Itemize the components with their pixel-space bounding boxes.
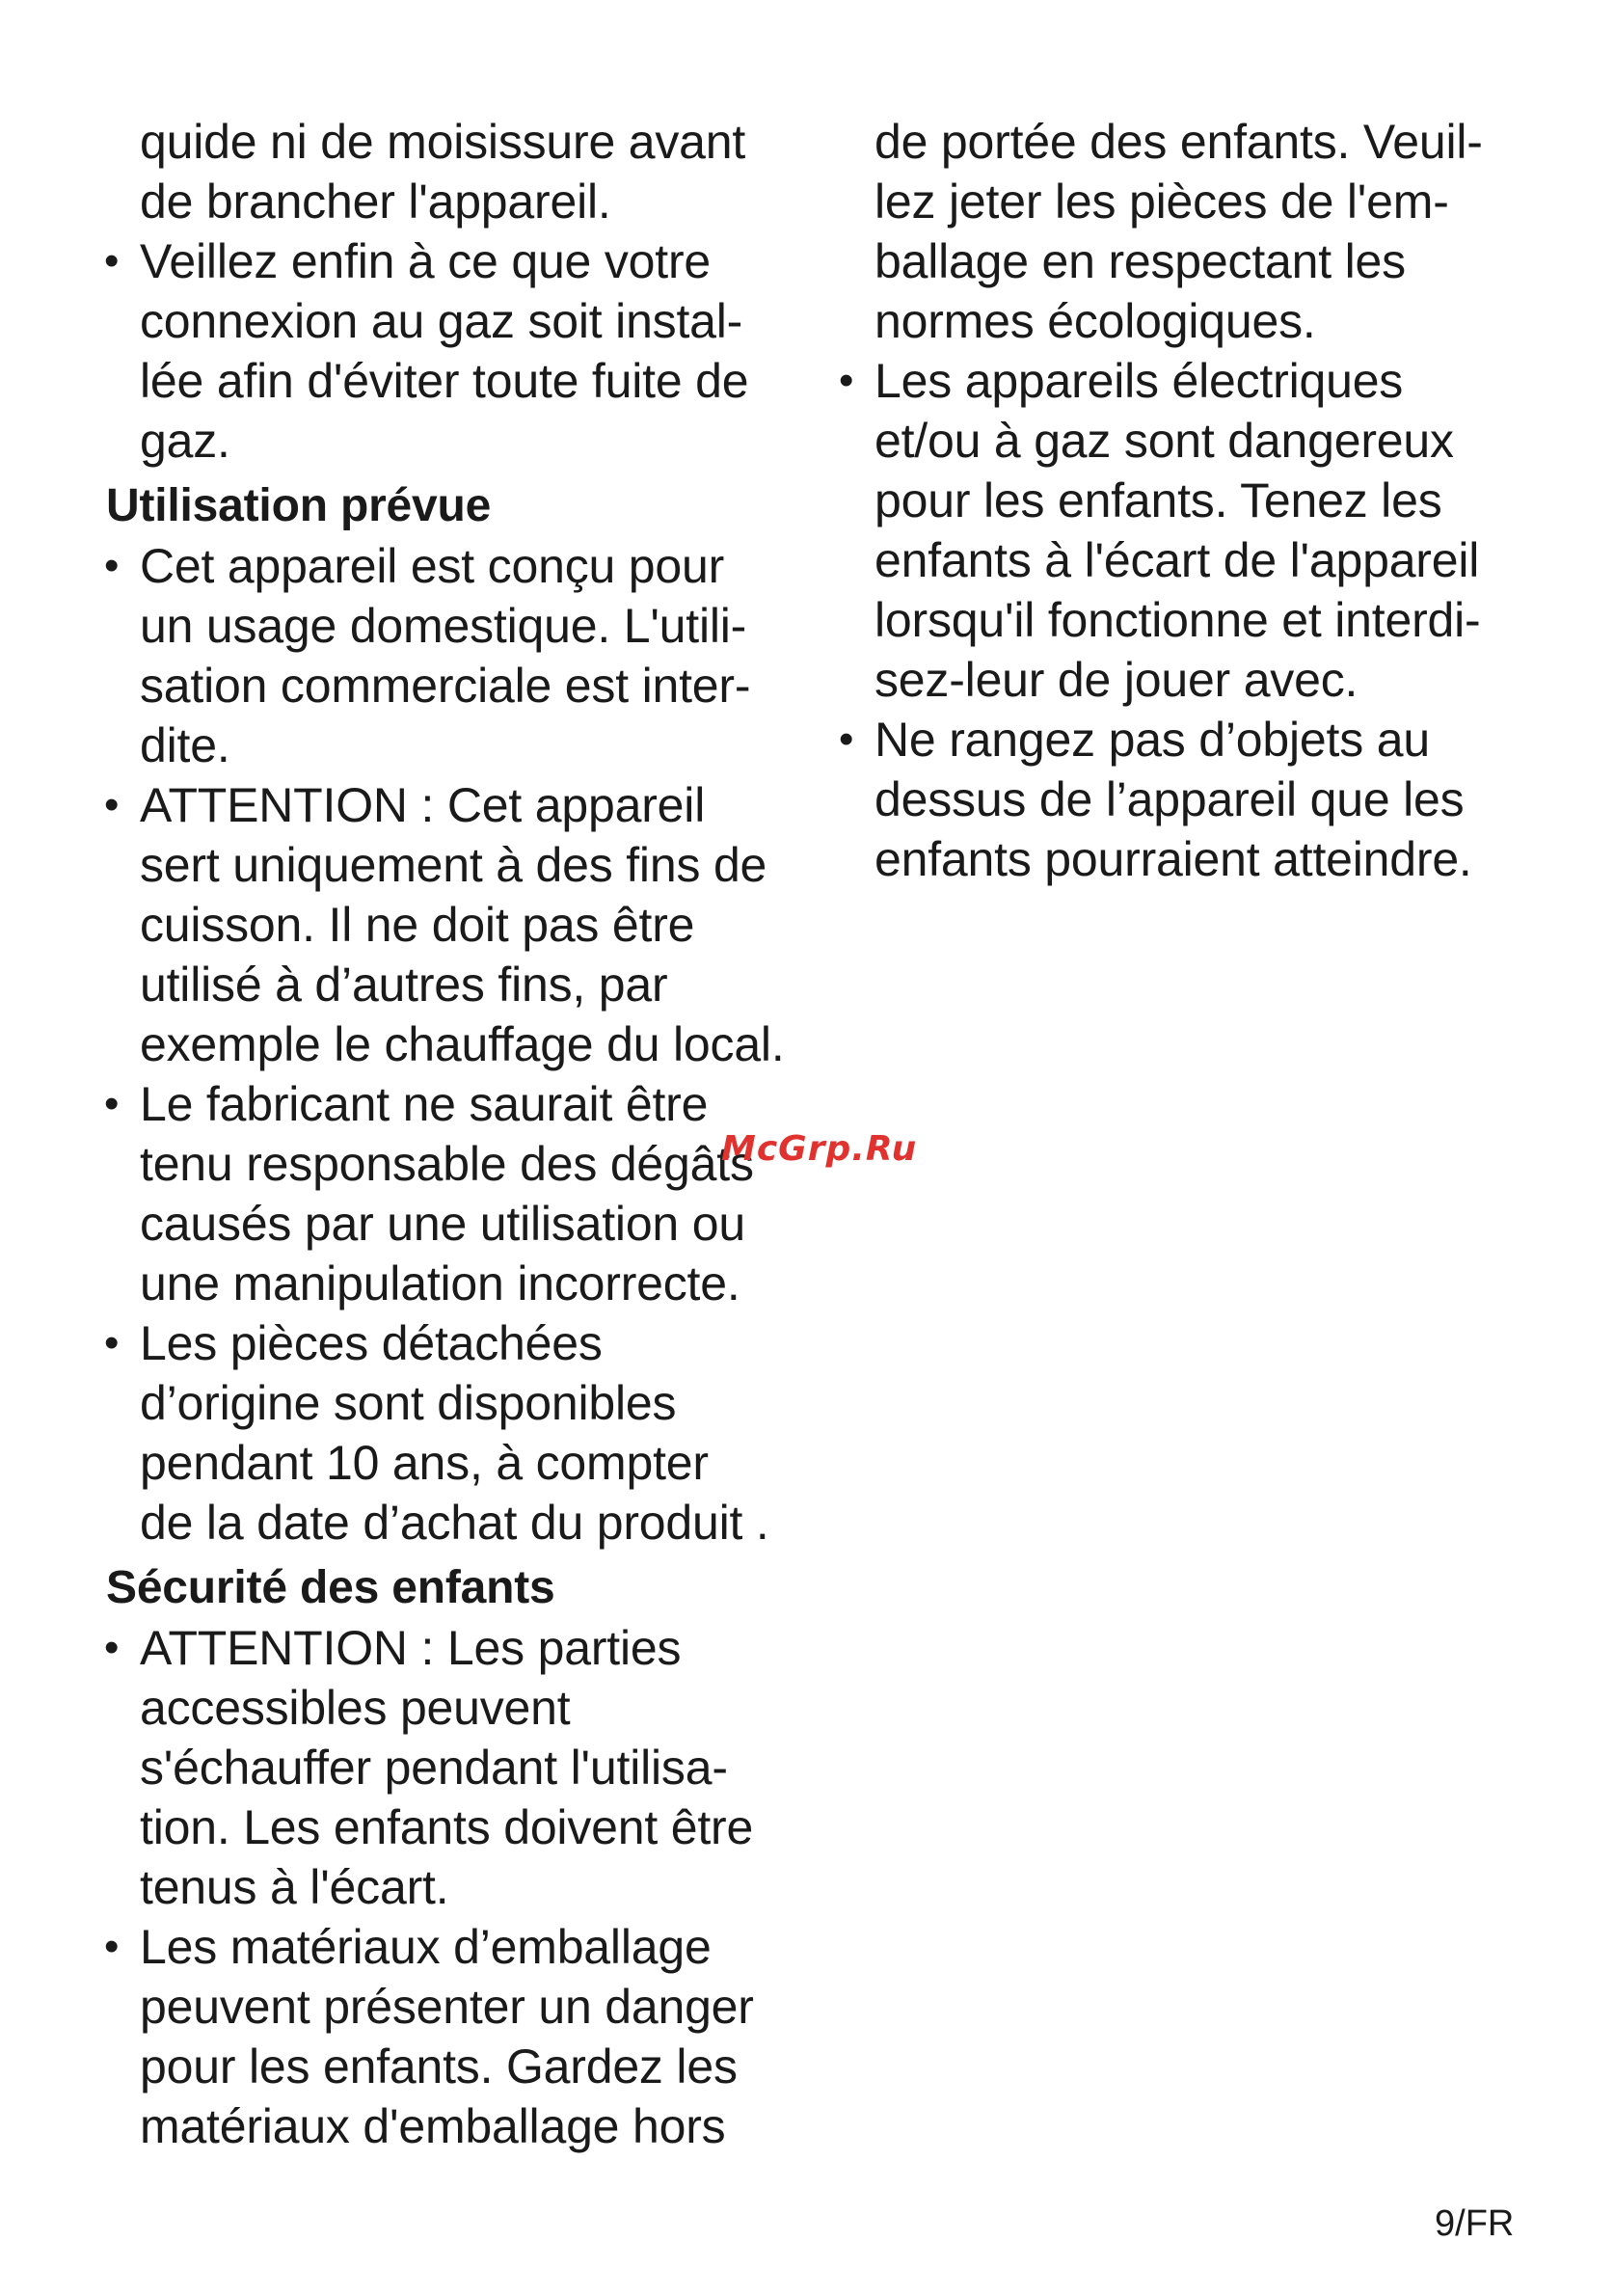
paragraph-line: normes écologiques. bbox=[874, 294, 1316, 348]
paragraph-line: lez jeter les pièces de l'em- bbox=[874, 175, 1449, 229]
list-item-line: enfants à l'écart de l'appareil bbox=[874, 533, 1480, 587]
attention-label: ATTENTION : bbox=[140, 778, 435, 832]
list-item-line: une manipulation incorrecte. bbox=[140, 1256, 740, 1310]
list-item-line bbox=[140, 1618, 681, 1678]
list-item-line: dessus de l’appareil que les bbox=[874, 772, 1465, 826]
list-item-line: sation commerciale est inter- bbox=[140, 659, 751, 713]
list-item-line: gaz. bbox=[140, 414, 230, 468]
list-item-line: cuisson. Il ne doit pas être bbox=[140, 898, 695, 952]
paragraph-line: de portée des enfants. Veuil- bbox=[874, 115, 1483, 169]
list-item-line: sez-leur de jouer avec. bbox=[874, 653, 1358, 707]
list-item-line: causés par une utilisation ou bbox=[140, 1197, 745, 1251]
paragraph-line: de brancher l'appareil. bbox=[140, 175, 611, 229]
bullet-icon: • bbox=[839, 716, 854, 763]
list-item-line: s'échauffer pendant l'utilisa- bbox=[140, 1741, 728, 1795]
attention-label: ATTENTION : bbox=[140, 1621, 435, 1675]
list-item-line: tion. Les enfants doivent être bbox=[140, 1800, 754, 1854]
list-item-line: utilisé à d’autres fins, par bbox=[140, 958, 668, 1012]
bullet-icon: • bbox=[104, 1080, 120, 1127]
list-item-line: matériaux d'emballage hors bbox=[140, 2099, 726, 2153]
section-title-child-safety: Sécurité des enfants bbox=[106, 1562, 555, 1613]
list-item-line: dite. bbox=[140, 718, 230, 772]
list-item-line: lorsqu'il fonctionne et interdi- bbox=[874, 593, 1481, 647]
list-item-line: pour les enfants. Gardez les bbox=[140, 2039, 738, 2093]
list-item-line: Veillez enfin à ce que votre bbox=[140, 234, 712, 288]
bullet-icon: • bbox=[104, 1923, 120, 1970]
list-item-text: Cet appareil bbox=[434, 778, 706, 832]
bullet-icon: • bbox=[104, 237, 120, 284]
list-item-line: accessibles peuvent bbox=[140, 1681, 571, 1735]
paragraph-line: ballage en respectant les bbox=[874, 234, 1406, 288]
bullet-icon: • bbox=[104, 1624, 120, 1671]
watermark: McGrp.Ru bbox=[721, 1129, 918, 1169]
list-item-line bbox=[140, 775, 705, 835]
list-item-line: Ne rangez pas d’objets au bbox=[874, 713, 1430, 767]
page-number: 9/FR bbox=[1435, 2203, 1515, 2244]
list-item-line: Cet appareil est conçu pour bbox=[140, 539, 725, 593]
list-item-line: sert uniquement à des fins de bbox=[140, 838, 767, 892]
list-item-line: exemple le chauffage du local. bbox=[140, 1017, 785, 1071]
list-item-line: Les matériaux d’emballage bbox=[140, 1920, 712, 1974]
list-item-line: Le fabricant ne saurait être bbox=[140, 1077, 709, 1131]
list-item-line: Les appareils électriques bbox=[874, 354, 1404, 408]
list-item-line: Les pièces détachées bbox=[140, 1316, 603, 1370]
list-item-line: pour les enfants. Tenez les bbox=[874, 473, 1442, 527]
list-item-line: et/ou à gaz sont dangereux bbox=[874, 414, 1454, 468]
bullet-icon: • bbox=[104, 1319, 120, 1366]
list-item-line: lée afin d'éviter toute fuite de bbox=[140, 354, 749, 408]
list-item-line: connexion au gaz soit instal- bbox=[140, 294, 743, 348]
bullet-icon: • bbox=[104, 781, 120, 828]
list-item-line: d’origine sont disponibles bbox=[140, 1376, 677, 1430]
list-item-line: de la date d’achat du produit . bbox=[140, 1496, 769, 1550]
list-item-line: tenus à l'écart. bbox=[140, 1860, 449, 1914]
section-title-intended-use: Utilisation prévue bbox=[106, 480, 492, 531]
list-item-line: tenu responsable des dégâts bbox=[140, 1137, 754, 1191]
bullet-icon: • bbox=[104, 542, 120, 589]
paragraph-line: quide ni de moisissure avant bbox=[140, 115, 746, 169]
list-item-line: enfants pourraient atteindre. bbox=[874, 832, 1472, 886]
list-item-line: peuvent présenter un danger bbox=[140, 1980, 754, 2034]
bullet-icon: • bbox=[839, 357, 854, 404]
list-item-line: un usage domestique. L'utili- bbox=[140, 599, 747, 653]
list-item-text: Les parties bbox=[434, 1621, 682, 1675]
list-item-line: pendant 10 ans, à compter bbox=[140, 1436, 709, 1490]
